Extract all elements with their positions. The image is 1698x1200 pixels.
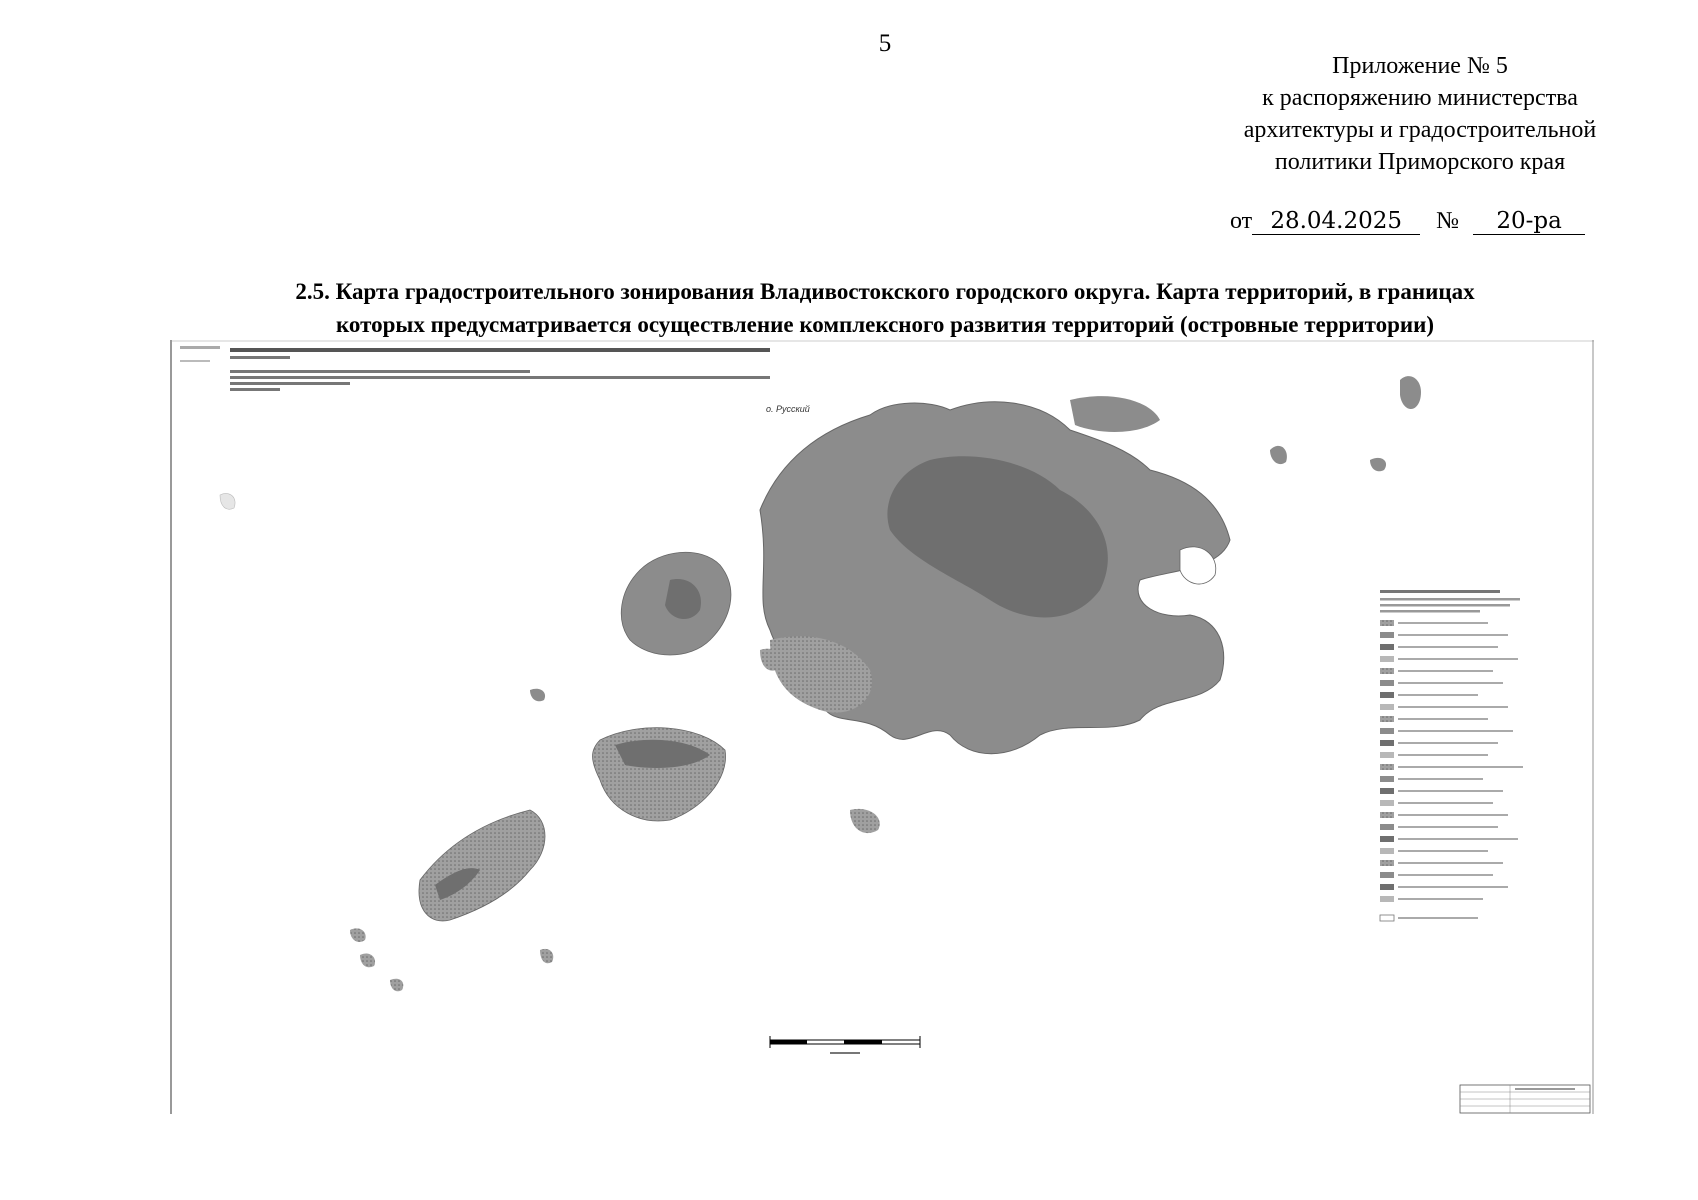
annex-line-1: Приложение № 5 <box>1332 53 1508 79</box>
islet-a <box>350 928 366 942</box>
heading-line-2: которых предусматривается осуществление комплексного развития территорий (островные территории) <box>335 312 1435 337</box>
annex-line-2: к распоряжению министерства <box>1262 85 1578 111</box>
zoning-map <box>170 340 1594 1114</box>
islet-west <box>220 493 235 509</box>
document-date-line <box>1230 208 1585 235</box>
date-value: 28.04.2025 <box>1252 208 1420 235</box>
islet-b <box>360 953 375 967</box>
southwest-island <box>419 810 545 921</box>
number-label: № <box>1436 208 1460 234</box>
zoning-map-figure <box>170 340 1594 1114</box>
map-legend <box>1380 590 1523 921</box>
main-island <box>760 396 1230 754</box>
islet-mid <box>530 689 545 702</box>
north-peninsula <box>1070 396 1160 432</box>
page-number: 5 <box>878 30 892 57</box>
annex-line-4: политики Приморского края <box>1274 149 1566 175</box>
scale-bar <box>770 1036 920 1054</box>
map-stamp <box>1460 1085 1590 1113</box>
document-heading <box>100 275 1670 341</box>
islet-d <box>390 979 403 992</box>
east-islet-small <box>1370 458 1386 471</box>
east-islet <box>1270 446 1287 464</box>
map-title-block <box>180 346 770 391</box>
island-name-label: о. Русский <box>766 404 810 414</box>
annex-line-3: архитектуры и градостроительной <box>1243 117 1597 143</box>
islet-c <box>540 949 553 963</box>
annex-header <box>1180 50 1660 178</box>
date-label: от <box>1230 208 1253 234</box>
number-value: 20-ра <box>1473 208 1585 235</box>
northeast-islet <box>1400 376 1421 409</box>
heading-line-1: 2.5. Карта градостроительного зонирования Владивостокского городского округа. Карта территорий, в границах <box>295 279 1475 304</box>
